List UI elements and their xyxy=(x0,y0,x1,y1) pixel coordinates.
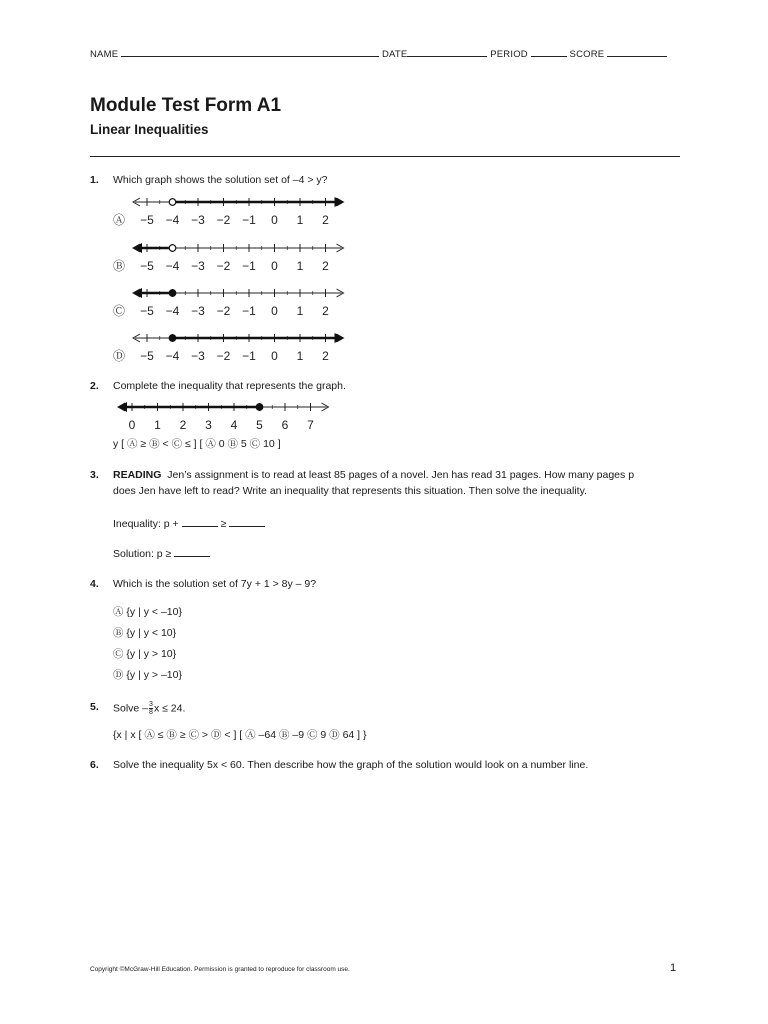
question-2-number: 2. xyxy=(90,380,99,392)
solution-label: Solution: p ≥ xyxy=(113,548,172,560)
name-label: NAME xyxy=(90,49,119,60)
solution-arrow xyxy=(118,402,127,412)
question-5-number: 5. xyxy=(90,701,99,713)
period-label: PERIOD xyxy=(490,49,528,60)
inequality-blank-2[interactable] xyxy=(229,516,265,527)
tick-label: −1 xyxy=(242,304,256,318)
tick-label: 2 xyxy=(322,349,329,363)
tick-label: 1 xyxy=(296,213,304,227)
inequality-sign: ≥ xyxy=(220,518,227,530)
page-title: Module Test Form A1 xyxy=(90,95,282,116)
tick-label: −3 xyxy=(191,349,205,363)
question-3-line1: Jen’s assignment is to read at least 85 pages of a novel. Jen has read 31 pages. How many pages p xyxy=(167,469,635,481)
tick-label: −1 xyxy=(242,349,256,363)
tick-label: 3 xyxy=(205,418,212,432)
tick-label: −5 xyxy=(140,349,154,363)
question-6-text: Solve the inequality 5x < 60. Then describe how the graph of the solution would look on a number line. xyxy=(113,759,589,771)
period-blank[interactable] xyxy=(531,47,567,57)
solution-blank[interactable] xyxy=(174,546,210,557)
closed-point xyxy=(169,335,176,342)
tick-label: 0 xyxy=(271,213,278,227)
tick-label: 0 xyxy=(128,418,136,432)
fraction-denominator: 8 xyxy=(149,709,153,716)
question-2-graph-svg xyxy=(110,399,350,435)
tick-label: 0 xyxy=(271,259,278,273)
question-5-text xyxy=(113,701,185,716)
date-label: DATE xyxy=(381,49,408,60)
date-blank[interactable] xyxy=(407,47,487,57)
score-blank[interactable] xyxy=(607,47,667,57)
tick-label: −5 xyxy=(140,304,154,318)
question-1-option-a-svg xyxy=(110,194,350,230)
solution-arrow xyxy=(335,333,344,343)
question-3-text-line1 xyxy=(113,469,634,481)
question-1-text: Which graph shows the solution set of –4 > y? xyxy=(113,174,328,186)
question-1-option-c xyxy=(110,285,350,326)
option-letter[interactable]: Ⓐ xyxy=(112,213,126,227)
tick-label: −1 xyxy=(242,213,256,227)
solution-arrow xyxy=(335,197,344,207)
question-3-solution xyxy=(113,546,210,560)
page-subtitle: Linear Inequalities xyxy=(90,122,209,137)
closed-point xyxy=(256,404,263,411)
name-blank[interactable] xyxy=(121,47,379,57)
open-point xyxy=(169,199,176,206)
open-point xyxy=(169,245,176,252)
fraction-numerator: 3 xyxy=(149,701,153,708)
question-4-option-c[interactable]: Ⓒ {y | y > 10} xyxy=(113,648,177,660)
tick-label: 6 xyxy=(281,418,289,432)
question-4-option-b[interactable]: Ⓑ {y | y < 10} xyxy=(113,627,177,639)
tick-label: −2 xyxy=(216,259,231,273)
tick-label: 1 xyxy=(296,259,304,273)
fraction xyxy=(149,701,153,716)
question-5-text-after: x ≤ 24. xyxy=(153,702,186,715)
tick-label: −4 xyxy=(165,259,180,273)
tick-label: −3 xyxy=(191,304,205,318)
question-1-option-a xyxy=(110,194,350,235)
question-2-answer-choices[interactable]: y [ Ⓐ ≥ Ⓑ < Ⓒ ≤ ] [ Ⓐ 0 Ⓑ 5 Ⓒ 10 ] xyxy=(113,438,281,450)
tick-label: 2 xyxy=(322,259,329,273)
inequality-blank-1[interactable] xyxy=(182,516,218,527)
tick-label: −4 xyxy=(165,304,180,318)
tick-label: 1 xyxy=(154,418,161,432)
question-4-number: 4. xyxy=(90,578,99,590)
question-3-inequality xyxy=(113,516,265,530)
question-4-option-d[interactable]: Ⓓ {y | y > –10} xyxy=(113,669,182,681)
copyright-footer: Copyright ©McGraw-Hill Education. Permission is granted to reproduce for classroom use. xyxy=(90,966,350,973)
tick-label: 2 xyxy=(322,304,329,318)
question-1-option-d-svg xyxy=(110,330,350,366)
tick-label: 0 xyxy=(271,349,278,363)
tick-label: 1 xyxy=(296,349,304,363)
closed-point xyxy=(169,290,176,297)
question-5-answer-choices[interactable]: {x | x [ Ⓐ ≤ Ⓑ ≥ Ⓒ > Ⓓ < ] [ Ⓐ –64 Ⓑ –9 Ⓒ 9 Ⓓ 64 ] } xyxy=(113,729,367,741)
question-1-option-c-svg xyxy=(110,285,350,321)
page-number: 1 xyxy=(670,962,677,974)
question-1-option-b xyxy=(110,240,350,281)
option-letter[interactable]: Ⓓ xyxy=(112,349,126,363)
question-1-option-d xyxy=(110,330,350,371)
tick-label: 2 xyxy=(179,418,187,432)
tick-label: −4 xyxy=(165,213,180,227)
solution-arrow xyxy=(133,288,142,298)
question-1-option-b-svg xyxy=(110,240,350,276)
tick-label: 1 xyxy=(296,304,304,318)
student-info-header xyxy=(90,47,680,60)
tick-label: 2 xyxy=(322,213,329,227)
question-3-text-line2: does Jen have left to read? Write an inequality that represents this situation. Then solve the inequality. xyxy=(113,485,587,497)
tick-label: −4 xyxy=(165,349,180,363)
inequality-label: Inequality: p + xyxy=(113,518,179,530)
reading-label: READING xyxy=(113,469,162,481)
tick-label: 5 xyxy=(256,418,263,432)
tick-label: −1 xyxy=(242,259,256,273)
solution-arrow xyxy=(133,243,142,253)
question-5-text-before: Solve – xyxy=(113,702,149,715)
tick-label: 7 xyxy=(307,418,314,432)
tick-label: −5 xyxy=(140,213,154,227)
question-4-option-a[interactable]: Ⓐ {y | y < –10} xyxy=(113,606,182,618)
option-letter[interactable]: Ⓒ xyxy=(112,304,126,318)
tick-label: 0 xyxy=(271,304,278,318)
question-2-text: Complete the inequality that represents the graph. xyxy=(113,380,346,392)
tick-label: −5 xyxy=(140,259,154,273)
tick-label: −3 xyxy=(191,213,205,227)
tick-label: −3 xyxy=(191,259,205,273)
tick-label: 4 xyxy=(230,418,238,432)
question-3-number: 3. xyxy=(90,469,99,481)
tick-label: −2 xyxy=(216,349,231,363)
score-label: SCORE xyxy=(569,49,605,60)
title-divider xyxy=(90,156,680,157)
option-letter[interactable]: Ⓑ xyxy=(112,259,126,273)
tick-label: −2 xyxy=(216,304,231,318)
question-6-number: 6. xyxy=(90,759,99,771)
question-4-text: Which is the solution set of 7y + 1 > 8y – 9? xyxy=(113,578,317,590)
question-1-number: 1. xyxy=(90,174,99,186)
question-2-graph xyxy=(110,399,350,440)
tick-label: −2 xyxy=(216,213,231,227)
